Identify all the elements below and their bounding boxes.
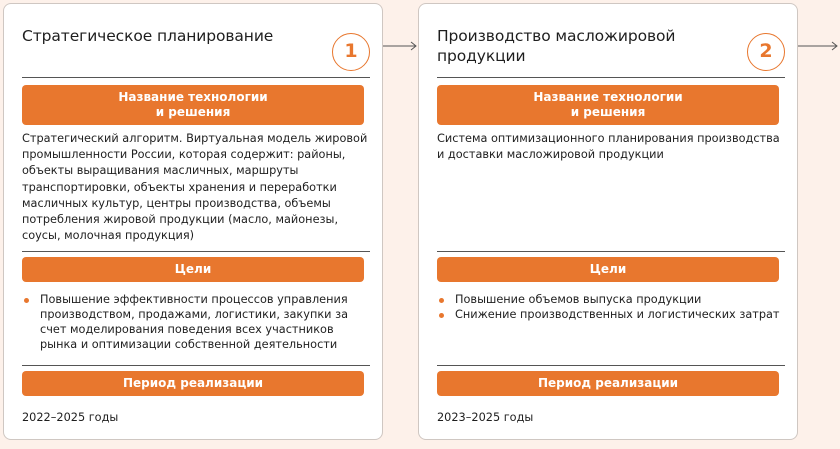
goal-text: Повышение эффективности процессов управления производством, продажами, логистики, закупки за счет моделирования поведения всех участников рынка и оптимизации собственной деятельности xyxy=(40,293,349,351)
card-title: Производство масложировой продукции xyxy=(437,27,676,65)
goals-header: Цели xyxy=(22,257,364,282)
arrow-right-icon xyxy=(798,41,840,51)
step-number-badge: 2 xyxy=(747,33,785,71)
stage-card-2 xyxy=(418,3,798,440)
divider xyxy=(22,365,370,366)
tech-solution-description: Система оптимизационного планирования производства и доставки масложировой продукции xyxy=(437,132,780,162)
goal-text: Снижение производственных и логистических затрат xyxy=(455,308,780,321)
divider xyxy=(437,251,785,252)
bullet-dot-icon xyxy=(439,298,444,303)
goals-header: Цели xyxy=(437,257,779,282)
divider xyxy=(22,77,370,78)
period-value: 2023–2025 годы xyxy=(437,411,534,424)
tech-solution-header: Название технологии и решения xyxy=(437,85,779,125)
divider xyxy=(437,365,785,366)
period-header: Период реализации xyxy=(22,371,364,396)
goal-item xyxy=(437,307,783,322)
bullet-dot-icon xyxy=(24,298,29,303)
period-header: Период реализации xyxy=(437,371,779,396)
card-title: Стратегическое планирование xyxy=(22,27,274,45)
period-value: 2022–2025 годы xyxy=(22,411,119,424)
goals-list xyxy=(22,292,368,352)
tech-solution-description: Стратегический алгоритм. Виртуальная модель жировой промышленности России, которая содержит: районы, объекты выращивания масличных, маршруты транспортировки, объекты хранения и переработки масличных культур, центры производства, объемы потребления жировой продукции (масло, майонезы, соусы, молочная продукция) xyxy=(22,132,368,243)
goal-item xyxy=(22,292,368,352)
divider xyxy=(437,77,785,78)
arrow-right-icon xyxy=(383,41,419,51)
goals-list xyxy=(437,292,783,322)
step-number-badge: 1 xyxy=(332,33,370,71)
stage-card-1 xyxy=(3,3,383,440)
bullet-dot-icon xyxy=(439,313,444,318)
goal-item xyxy=(437,292,783,307)
divider xyxy=(22,251,370,252)
tech-solution-header: Название технологии и решения xyxy=(22,85,364,125)
goal-text: Повышение объемов выпуска продукции xyxy=(455,293,702,306)
